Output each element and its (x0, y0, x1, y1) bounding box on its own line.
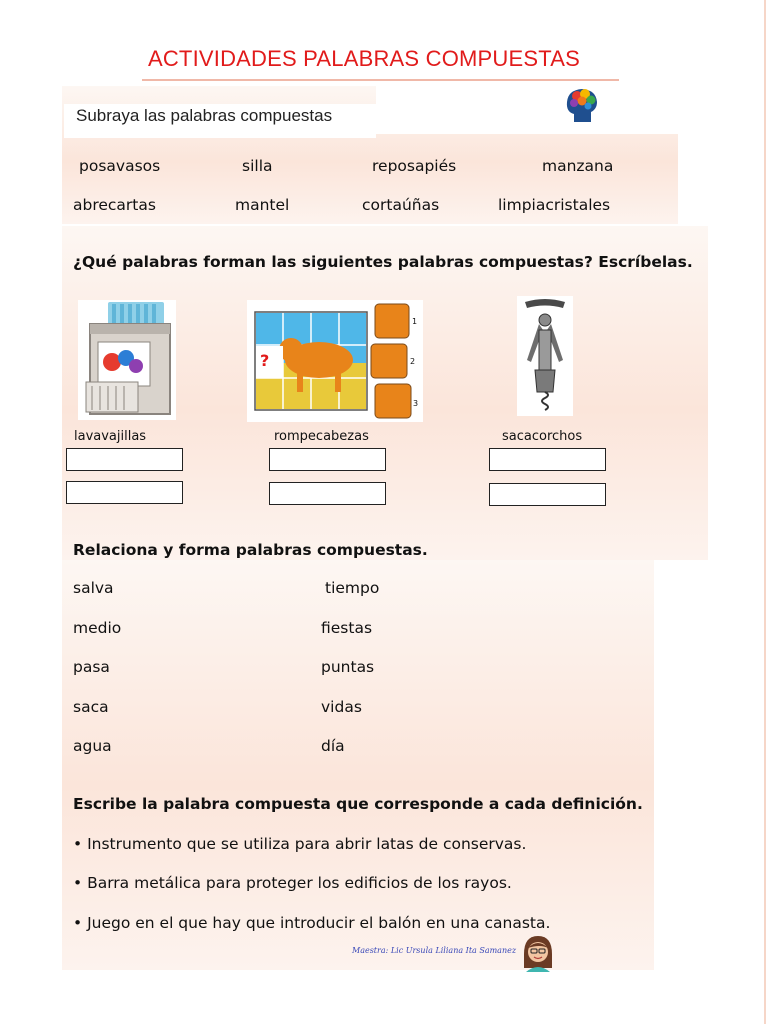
section-2-heading: ¿Qué palabras forman las siguientes palabras compuestas? Escríbelas. (73, 253, 693, 271)
match-right-1: tiempo (325, 579, 380, 597)
word-5: abrecartas (73, 196, 156, 214)
match-right-2: fiestas (321, 619, 373, 637)
svg-text:2: 2 (410, 357, 416, 366)
instruction-text: Subraya las palabras compuestas (76, 106, 333, 125)
teacher-signature: Maestra: Lic Ursula Liliana Ita Samanez (352, 946, 517, 955)
answer-box-1a[interactable] (66, 448, 183, 471)
match-right-3: puntas (321, 658, 375, 676)
answer-box-3a[interactable] (489, 448, 606, 471)
answer-box-2b[interactable] (269, 482, 386, 505)
match-right-4: vidas (321, 698, 362, 716)
match-left-3: pasa (73, 658, 110, 676)
word-7: cortaúñas (362, 196, 440, 214)
title-underline (142, 79, 619, 81)
svg-text:3: 3 (413, 399, 419, 408)
word-6: mantel (235, 196, 290, 214)
definition-1: • Instrumento que se utiliza para abrir latas de conservas. (73, 835, 527, 853)
image-label-3: sacacorchos (502, 429, 583, 444)
image-label-2: rompecabezas (274, 429, 369, 444)
page-title: ACTIVIDADES PALABRAS COMPUESTAS (147, 46, 581, 71)
match-left-1: salva (73, 579, 114, 597)
page-edge-line (764, 0, 766, 1024)
answer-box-1b[interactable] (66, 481, 183, 504)
svg-text:?: ? (260, 351, 270, 370)
word-8: limpiacristales (498, 196, 611, 214)
word-3: reposapiés (372, 157, 457, 175)
puzzle-icon (247, 300, 423, 422)
answer-box-2a[interactable] (269, 448, 386, 471)
word-2: silla (242, 157, 273, 175)
word-4: manzana (542, 157, 614, 175)
dishwasher-icon (78, 300, 176, 420)
section-4-heading: Escribe la palabra compuesta que corresponde a cada definición. (73, 795, 643, 813)
svg-text:1: 1 (412, 317, 418, 326)
image-label-1: lavavajillas (74, 429, 147, 444)
corkscrew-icon (517, 296, 573, 416)
word-1: posavasos (79, 157, 161, 175)
section-3-heading: Relaciona y forma palabras compuestas. (73, 541, 428, 559)
definition-3: • Juego en el que hay que introducir el balón en una canasta. (73, 914, 551, 932)
match-right-5: día (321, 737, 345, 755)
match-left-4: saca (73, 698, 109, 716)
teacher-avatar-icon (520, 934, 556, 972)
match-left-5: agua (73, 737, 112, 755)
definition-2: • Barra metálica para proteger los edificios de los rayos. (73, 874, 512, 892)
answer-box-3b[interactable] (489, 483, 606, 506)
section-1-panel-cutout (376, 86, 678, 134)
match-left-2: medio (73, 619, 122, 637)
brain-head-icon (560, 82, 604, 126)
